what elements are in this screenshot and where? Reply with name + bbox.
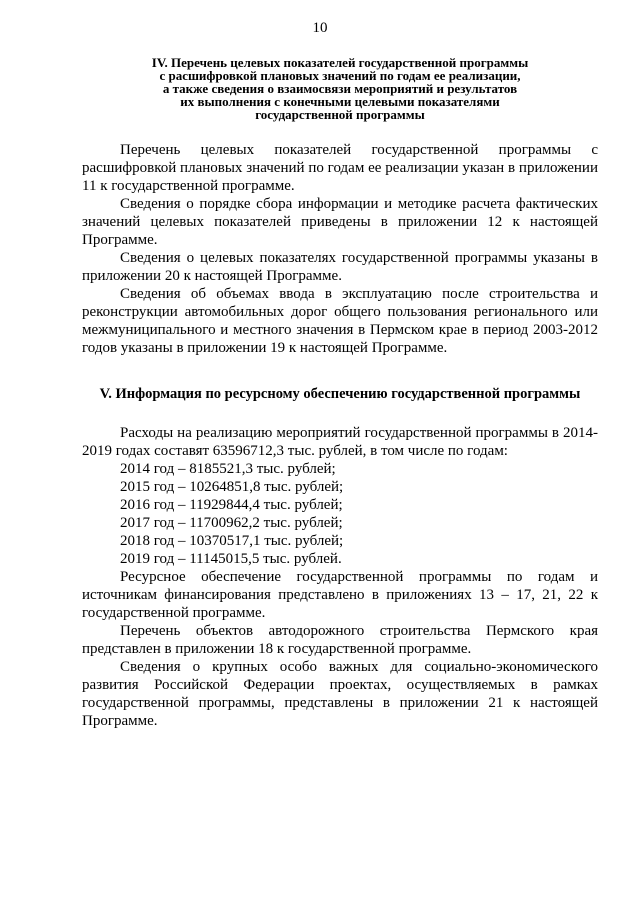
paragraph-methodology: Сведения о порядке сбора информации и методике расчета фактических значений целевых показателей приведены в приложении 12 к настоящей Программе.: [82, 196, 598, 248]
paragraph-target-indicators: Перечень целевых показателей государственной программы с расшифровкой плановых значений по годам ее реализации указан в приложении 11 к государственной программе.: [82, 142, 598, 194]
year-expense-line: 2016 год – 11929844,4 тыс. рублей;: [120, 497, 343, 513]
yearly-expenses-list: [82, 460, 598, 568]
section-4-heading-line: их выполнения с конечными целевыми показателями: [180, 94, 500, 109]
page-number: 10: [312, 20, 328, 36]
section-4-heading-line: государственной программы: [255, 107, 425, 122]
section-4-heading-line: с расшифровкой плановых значений по годам ее реализации,: [159, 68, 521, 83]
section-5-heading: V. Информация по ресурсному обеспечению государственной программы: [99, 386, 581, 402]
section-5-body: [82, 424, 598, 730]
paragraph-resource-provision: Ресурсное обеспечение государственной программы по годам и источникам финансирования представлено в приложениях 13 – 17, 21, 22 к государственной программе.: [82, 569, 598, 621]
year-expense-line: 2019 год – 11145015,5 тыс. рублей.: [120, 551, 342, 567]
paragraph-road-objects: Перечень объектов автодорожного строительства Пермского края представлен в приложении 18 к государственной программе.: [82, 623, 598, 657]
paragraph-major-projects: Сведения о крупных особо важных для социально-экономического развития Российской Федерации проектах, осуществляемых в рамках государственной программы, представлены в приложении 21 к настоящей Программе.: [82, 659, 598, 729]
section-4-heading-line: а также сведения о взаимосвязи мероприятий и результатов: [162, 81, 518, 96]
paragraph-road-commissioning: Сведения об объемах ввода в эксплуатацию после строительства и реконструкции автомобильных дорог общего пользования регионального или межмуниципального и местного значения в Пермском крае в период 2003-2012 годов указаны в приложении 19 к настоящей Программе.: [82, 286, 598, 356]
year-expense-line: 2017 год – 11700962,2 тыс. рублей;: [120, 515, 343, 531]
section-4-heading-line: IV. Перечень целевых показателей государственной программы: [151, 55, 529, 70]
paragraph-indicator-info: Сведения о целевых показателях государственной программы указаны в приложении 20 к настоящей Программе.: [82, 250, 598, 284]
year-expense-line: 2015 год – 10264851,8 тыс. рублей;: [120, 479, 344, 495]
section-4-heading: [80, 56, 600, 121]
paragraph-expenses-intro: Расходы на реализацию мероприятий государственной программы в 2014-2019 годах составят 63596712,3 тыс. рублей, в том числе по годам:: [82, 425, 598, 459]
year-expense-line: 2014 год – 8185521,3 тыс. рублей;: [120, 461, 336, 477]
section-4-body: [82, 141, 598, 357]
year-expense-line: 2018 год – 10370517,1 тыс. рублей;: [120, 533, 344, 549]
